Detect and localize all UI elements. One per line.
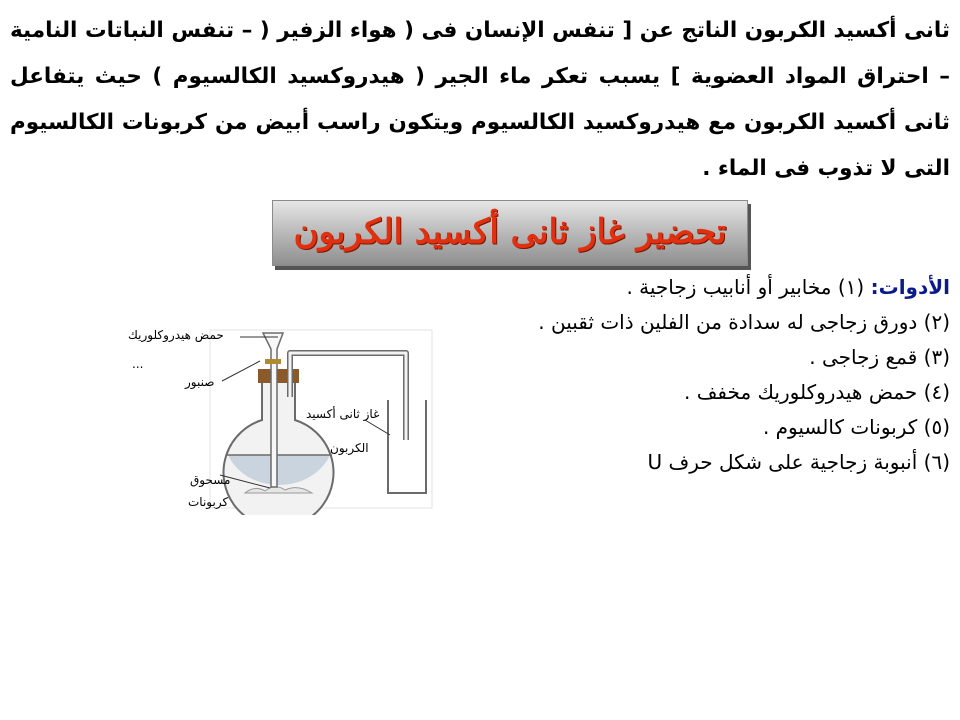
tools-item-1: (١) مخابير أو أنابيب زجاجية . bbox=[626, 275, 865, 299]
label-powder-line2: كربونات bbox=[188, 495, 229, 509]
label-gas-line1: غاز ثانى أكسيد bbox=[306, 407, 380, 421]
tools-row-1 bbox=[480, 270, 950, 305]
label-gas-line2: الكربون bbox=[330, 441, 369, 455]
tap bbox=[265, 359, 281, 364]
apparatus-figure bbox=[120, 325, 440, 515]
intro-paragraph: ثانى أكسيد الكربون الناتج عن [ تنفس الإنسان فى ( هواء الزفير ( – تنفس النباتات النامية – احتراق المواد العضوية ] يسبب تعكر ماء الجير ( هيدروكسيد الكالسيوم ) حيث يتفاعل ثانى أكسيد الكربون مع هيدروكسيد الكالسيوم ويتكون راسب أبيض من كربونات الكالسيوم التى لا تذوب فى الماء . bbox=[10, 18, 950, 181]
tools-list bbox=[480, 270, 950, 480]
tools-item-5: (٥) كربونات كالسيوم . bbox=[762, 415, 950, 439]
tools-item-2: (٢) دورق زجاجى له سدادة من الفلين ذات ثقبين . bbox=[538, 310, 950, 334]
label-powder-line1: مسحوق bbox=[190, 473, 231, 487]
section-title: تحضير غاز ثانى أكسيد الكربون bbox=[293, 212, 727, 252]
apparatus-diagram bbox=[120, 325, 440, 515]
tools-label: الأدوات: bbox=[870, 275, 950, 299]
label-cork: صنبور bbox=[185, 375, 215, 389]
label-acid: حمض هيدروكلوريك bbox=[128, 328, 224, 342]
label-acid-dots: ... bbox=[132, 357, 144, 371]
tools-item-6: (٦) أنبوبة زجاجية على شكل حرف U bbox=[647, 450, 950, 474]
section-title-banner bbox=[272, 200, 748, 266]
tools-item-3: (٣) قمع زجاجى . bbox=[809, 345, 950, 369]
tools-item-4: (٤) حمض هيدروكلوريك مخفف . bbox=[684, 380, 950, 404]
